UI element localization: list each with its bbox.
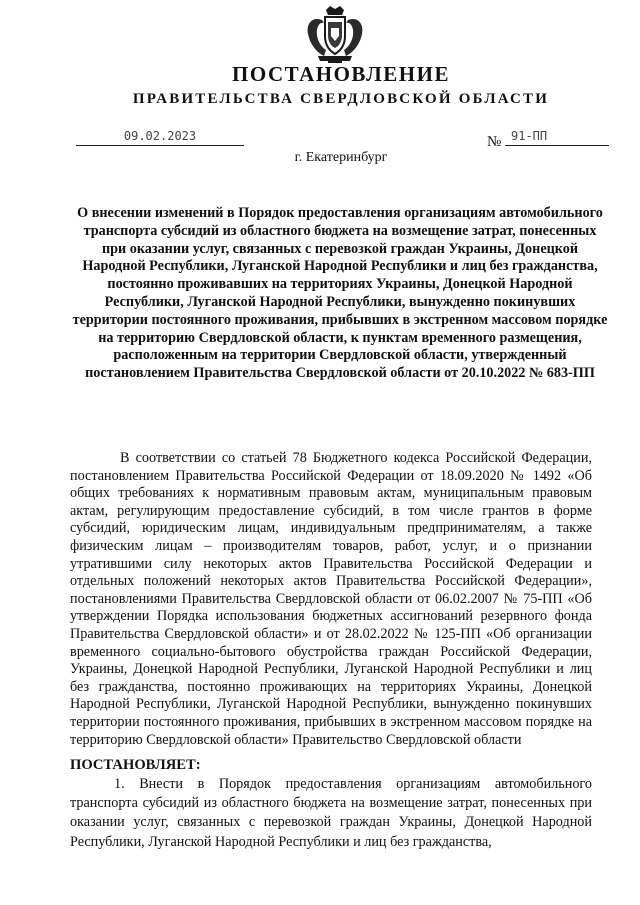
document-number: 91-ПП	[505, 129, 609, 146]
document-date: 09.02.2023	[76, 129, 244, 146]
issue-city: г. Екатеринбург	[294, 150, 388, 165]
document-title: О внесении изменений в Порядок предоставления организациям автомобильного транспорта субсидий из областного бюджета на возмещение затрат, понесенных при оказании услуг, связанных с перевозкой граждан Украины, Донецкой Народной Республики, Луганской Народной Республики и лиц без гражданства, постоянно проживавших на территориях Украины, Донецкой Народной Республики, Луганской Народной Республики, вынужденно покинувших территории постоянного проживания, прибывших в экстренном массовом порядке на территорию Свердловской области, к пунктам временного размещения, расположенным на территории Свердловской области, утвержденный постановлением Правительства Свердловской области от 20.10.2022 № 683-ПП	[72, 205, 608, 382]
document-type: ПОСТАНОВЛЕНИЕ	[232, 62, 450, 86]
issuing-authority: ПРАВИТЕЛЬСТВА СВЕРДЛОВСКОЙ ОБЛАСТИ	[132, 91, 550, 107]
coat-of-arms-icon	[304, 6, 366, 64]
number-sign: №	[487, 134, 502, 150]
preamble-paragraph: В соответствии со статьей 78 Бюджетного кодекса Российской Федерации, постановлением Правительства Российской Федерации от 18.09.2020 № 1492 «Об общих требованиях к нормативным правовым актам, муниципальным правовым актам, регулирующим предоставление субсидий, в том числе грантов в форме субсидий, юридическим лицам, индивидуальным предпринимателям, а также физическим лицам – производителям товаров, работ, услуг, и о признании утратившими силу некоторых актов Правительства Российской Федерации и отдельных положений некоторых актов Правительства Российской Федерации», постановлениями Правительства Свердловской области от 06.02.2007 № 75-ПП «Об утверждении Порядка использования бюджетных ассигнований резервного фонда Правительства Свердловской области» и от 28.02.2022 № 125-ПП «Об организации временного социально-бытового обустройства граждан Российской Федерации, Украины, Донецкой Народной Республики, Луганской Народной Республики и лиц без гражданства, постоянно проживающих на территориях Украины, Донецкой Народной Республики, Луганской Народной Республики, вынужденно покинувших территории постоянного проживания, прибывших в экстренном массовом порядке на территорию Свердловской области» Правительство Свердловской области	[70, 450, 592, 748]
resolve-heading: ПОСТАНОВЛЯЕТ:	[70, 757, 201, 773]
clause-1-paragraph: 1. Внести в Порядок предоставления организациям автомобильного транспорта субсидий из областного бюджета на возмещение затрат, понесенных при оказании услуг, связанных с перевозкой граждан Украины, Донецкой Народной Республики, Луганской Народной Республики и лиц без гражданства,	[70, 776, 592, 850]
